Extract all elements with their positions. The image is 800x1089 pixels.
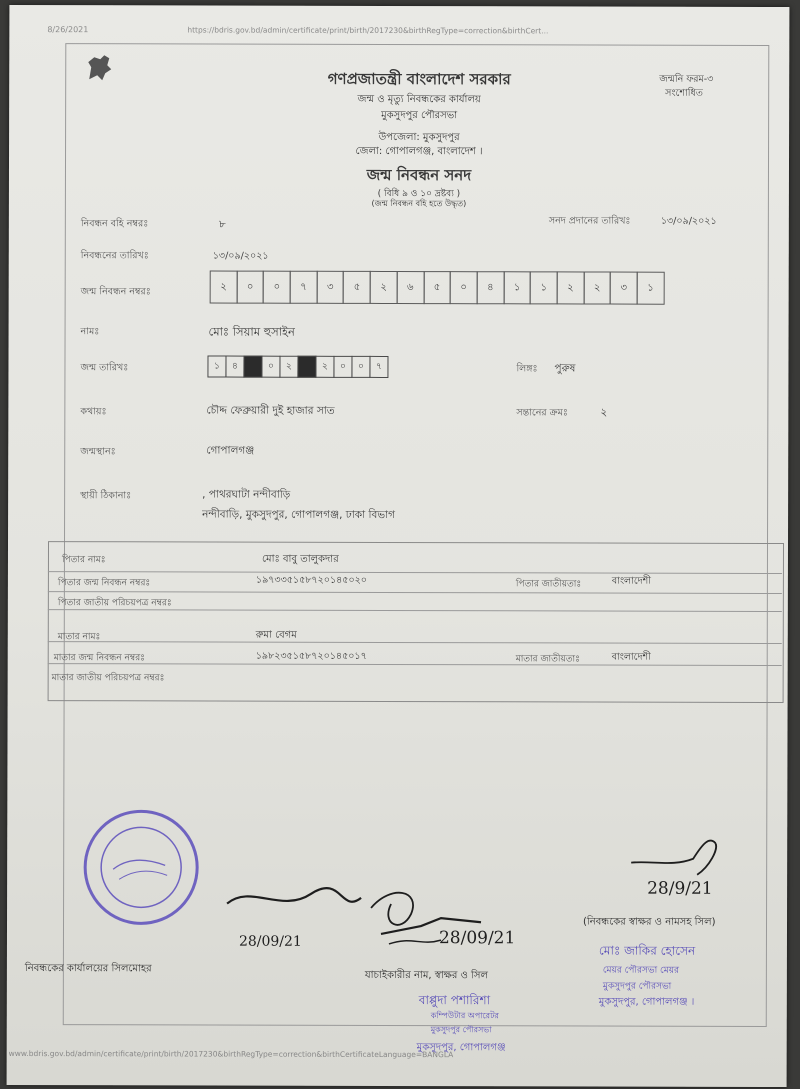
issue-date-label: সনদ প্রদানের তারিখঃ [548,215,631,227]
name-label: নামঃ [80,326,100,338]
signature-date-right: 28/9/21 [647,878,713,899]
dob-digit: ৭ [369,356,388,378]
father-nid-label: পিতার জাতীয় পরিচয়পত্র নম্বরঃ [57,598,172,609]
dob-digit: ০ [261,356,280,378]
reg-date-label: নিবন্ধনের তারিখঃ [80,250,149,262]
mother-nationality-label: মাতার জাতীয়তাঃ [515,654,580,665]
verifier-label: যাচাইকারীর নাম, স্বাক্ষর ও সিল [364,969,488,982]
registrar-stamp-line: মোঃ জাকির হোসেন [598,943,696,958]
bangladesh-map-icon [85,53,113,83]
book-number-label: নিবন্ধন বহি নম্বরঃ [80,218,149,230]
reg-number-label: জন্ম নিবন্ধন নম্বরঃ [80,286,151,298]
reg-number-digit: ২ [210,271,238,304]
dob-digit: ০ [333,356,352,378]
verifier-stamp-line: কম্পিউটার অপারেটর [430,1011,499,1021]
reg-number-digit: ৩ [610,272,638,305]
mother-brn-value: ১৯৮২৩৫১৫৮৭২০১৪৫০১৭ [255,650,367,662]
print-date: 8/26/2021 [47,25,89,35]
mother-name-label: মাতার নামঃ [57,632,101,643]
dob-digit: ২ [279,356,298,378]
dob-digit: ৪ [225,356,244,378]
office-round-seal [83,805,203,927]
reg-number-digit: ০ [450,271,478,304]
reg-number-digit: ৬ [396,271,424,304]
birthplace-label: জন্মস্থানঃ [80,446,116,458]
reg-number-digit: ৭ [290,271,318,304]
signature-date-left: 28/09/21 [238,933,302,950]
certificate-paper [7,5,790,1087]
upazila: উপজেলা: মুকসুদপুর [378,131,460,144]
extract-note: (জন্ম নিবন্ধন বহি হতে উদ্ধৃত) [371,198,467,209]
office-seal-label: নিবন্ধকের কার্যালয়ের সিলমোহর [24,963,152,975]
registrar-stamp-line: মুকসুদপুর, গোপালগঞ্জ । [598,996,695,1008]
mother-name-value: রুমা বেগম [255,629,297,641]
name-value: মোঃ সিয়াম হুসাইন [208,324,295,339]
verifier-stamp-line: বাপ্পুদা পশারিশা [418,993,491,1008]
in-words-value: চৌদ্দ ফেব্রুয়ারী দুই হাজার সাত [206,404,335,417]
reg-number-digit: ১ [637,272,665,305]
dob-label: জন্ম তারিখঃ [80,362,129,374]
father-name-value: মোঃ বাবু তালুকদার [261,553,339,565]
reg-number-digit: ১ [503,271,531,304]
sex-label: লিঙ্গঃ [516,363,538,375]
dob-separator [243,356,262,378]
address-line1: , পাথরঘাটা নন্দীবাড়ি [202,488,291,501]
verifier-stamp-line: মুকসুদপুর, গোপালগঞ্জ [416,1042,506,1054]
municipality: মুকসুদপুর পৌরসভা [381,109,458,122]
father-brn-label: পিতার জন্ম নিবন্ধন নম্বরঃ [57,578,151,589]
registrar-label: (নিবন্ধকের স্বাক্ষর ও নামসহ সিল) [583,916,716,928]
reg-number-digit: ০ [236,271,264,304]
dob-digit: ২ [315,356,334,378]
reg-number-digit: ৫ [343,271,371,304]
registrar-stamp-line: মেয়র পৌরসভা মেয়র [602,965,679,976]
reg-number-digit: ২ [370,271,398,304]
district: জেলা: গোপালগঞ্জ, বাংলাদেশ । [355,145,483,158]
form-number: জন্মনি ফরম-৩ [659,73,714,85]
print-url: https://bdris.gov.bd/admin/certificate/print/birth/2017230&birthRegType=correction&birthCert... [187,25,549,36]
reg-number-digit: ০ [263,271,291,304]
dob-separator [297,356,316,378]
office-name: জন্ম ও মৃত্যু নিবন্ধকের কার্যালয় [357,93,481,106]
form-revised: সংশোধিত [665,87,703,99]
reg-number-digit: ২ [583,271,611,304]
certificate-title: জন্ম নিবন্ধন সনদ [366,165,472,185]
mother-nationality-value: বাংলাদেশী [611,651,651,663]
reg-number-digit: ১ [530,271,558,304]
issue-date-value: ১৩/০৯/২০২১ [660,215,717,227]
in-words-label: কথায়ঃ [80,406,107,418]
book-number-value: ৮ [218,218,226,231]
reg-date-value: ১৩/০৯/২০২১ [212,250,269,262]
dob-boxes [208,356,388,378]
reg-number-digit: ৪ [477,271,505,304]
rule-ref: ( বিধি ৯ ও ১০ দ্রষ্টব্য ) [377,188,461,200]
child-order-label: সন্তানের ক্রমঃ [516,407,568,419]
dob-digit: ০ [351,356,370,378]
child-order-value: ২ [600,406,608,419]
mother-nid-label: মাতার জাতীয় পরিচয়পত্র নম্বরঃ [51,673,165,684]
father-nationality-value: বাংলাদেশী [611,575,652,587]
father-brn-value: ১৯৭৩৩৫১৫৮৭২০১৪৫০২০ [255,574,368,586]
reg-number-boxes [211,271,665,305]
father-nationality-label: পিতার জাতীয়তাঃ [515,579,582,590]
reg-number-digit: ৩ [316,271,344,304]
signature-date-mid: 28/09/21 [438,928,516,949]
reg-number-digit: ৫ [423,271,451,304]
dob-digit: ১ [207,356,226,378]
verifier-stamp-line: মুকসুদপুর পৌরসভা [430,1025,492,1035]
father-name-label: পিতার নামঃ [61,555,106,566]
sex-value: পুরুষ [554,362,576,375]
verifier-signature [221,874,561,965]
bottom-print-url: www.bdris.gov.bd/admin/certificate/print/birth/2017230&birthRegType=correction&birthCertificateLanguage=BANGLA [8,1048,454,1060]
mother-brn-label: মাতার জন্ম নিবন্ধন নম্বরঃ [53,653,145,664]
address-label: স্থায়ী ঠিকানাঃ [80,490,132,502]
govt-title: গণপ্রজাতন্ত্রী বাংলাদেশ সরকার [327,69,511,89]
birthplace-value: গোপালগঞ্জ [206,444,255,457]
address-line2: নন্দীবাড়ি, মুকসুদপুর, গোপালগঞ্জ, ঢাকা বিভাগ [202,508,396,521]
registrar-stamp-line: মুকসুদপুর পৌরসভা [602,981,672,992]
reg-number-digit: ২ [557,271,585,304]
